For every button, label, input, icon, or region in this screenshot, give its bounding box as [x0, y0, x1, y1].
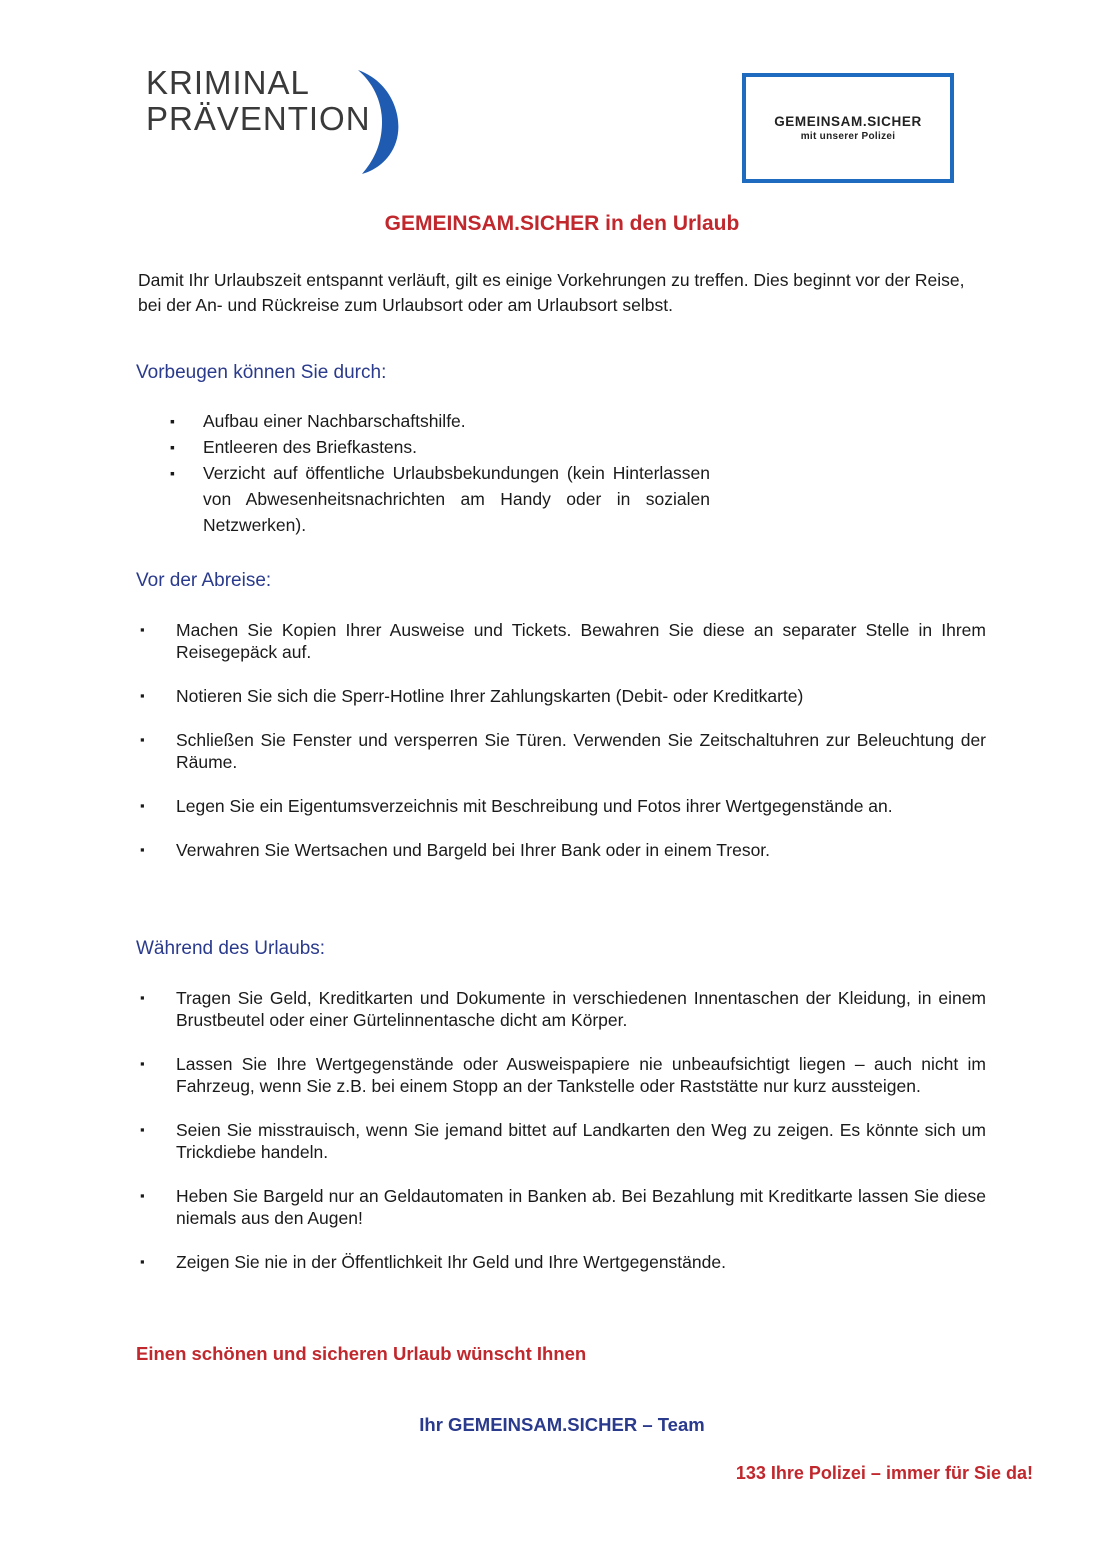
stamp-title: GEMEINSAM.SICHER [774, 114, 922, 129]
prevention-list [170, 408, 710, 538]
police-hotline: 133 Ihre Polizei – immer für Sie da! [735, 1463, 1033, 1483]
logo-text-line1: KRIMINAL [146, 64, 310, 101]
list-item: ▪ Verzicht auf öffentliche Urlaubsbekundungen (kein Hinterlassen von Abwesenheitsnachrichten am Handy oder in sozialen Netzwerken). [170, 460, 710, 538]
list-item: ▪ Heben Sie Bargeld nur an Geldautomaten in Banken ab. Bei Bezahlung mit Kreditkarte lassen Sie diese niemals aus den Augen! [140, 1185, 986, 1229]
page-title: GEMEINSAM.SICHER in den Urlaub [384, 212, 740, 235]
list-item: ▪ Lassen Sie Ihre Wertgegenstände oder Ausweispapiere nie unbeaufsichtigt liegen – auch nicht im Fahrzeug, wenn Sie z.B. bei einem Stopp an der Tankstelle oder Raststätte nur kurz aussteigen. [140, 1053, 986, 1097]
intro-paragraph: Damit Ihr Urlaubszeit entspannt verläuft, gilt es einige Vorkehrungen zu treffen. Dies beginnt vor der Reise, bei der An- und Rückreise zum Urlaubsort oder am Urlaubsort selbst. [138, 270, 965, 315]
list-item: ▪ Entleeren des Briefkastens. [170, 434, 710, 460]
logo-arc-icon [352, 68, 404, 176]
list-item: ▪ Aufbau einer Nachbarschaftshilfe. [170, 408, 710, 434]
list-item: ▪ Machen Sie Kopien Ihrer Ausweise und Tickets. Bewahren Sie diese an separater Stelle in Ihrem Reisegepäck auf. [140, 619, 986, 663]
gemeinsam-sicher-stamp [742, 73, 954, 183]
team-signature: Ihr GEMEINSAM.SICHER – Team [419, 1414, 705, 1435]
list-item: ▪ Notieren Sie sich die Sperr-Hotline Ihrer Zahlungskarten (Debit- oder Kreditkarte) [140, 685, 986, 707]
list-item: ▪ Verwahren Sie Wertsachen und Bargeld bei Ihrer Bank oder in einem Tresor. [140, 839, 986, 861]
list-item: ▪ Legen Sie ein Eigentumsverzeichnis mit Beschreibung und Fotos ihrer Wertgegenstände an. [140, 795, 986, 817]
closing-line: Einen schönen und sicheren Urlaub wünscht Ihnen [136, 1343, 587, 1364]
list-item: ▪ Tragen Sie Geld, Kreditkarten und Dokumente in verschiedenen Innentaschen der Kleidung, in einem Brustbeutel oder einer Gürtelinnentasche dicht am Körper. [140, 987, 986, 1031]
section-heading-during-vacation: Während des Urlaubs: [136, 938, 326, 959]
section-heading-before-departure: Vor der Abreise: [136, 570, 272, 591]
list-item: ▪ Schließen Sie Fenster und versperren Sie Türen. Verwenden Sie Zeitschaltuhren zur Beleuchtung der Räume. [140, 729, 986, 773]
section-heading-prevention: Vorbeugen können Sie durch: [136, 362, 387, 383]
during-vacation-list [140, 987, 986, 1273]
logo-text-line2: PRÄVENTION [146, 100, 371, 137]
before-departure-list [140, 619, 986, 861]
list-item: ▪ Seien Sie misstrauisch, wenn Sie jemand bittet auf Landkarten den Weg zu zeigen. Es könnte sich um Trickdiebe handeln. [140, 1119, 986, 1163]
stamp-subtitle: mit unserer Polizei [800, 131, 896, 142]
list-item: ▪ Zeigen Sie nie in der Öffentlichkeit Ihr Geld und Ihre Wertgegenstände. [140, 1251, 986, 1273]
